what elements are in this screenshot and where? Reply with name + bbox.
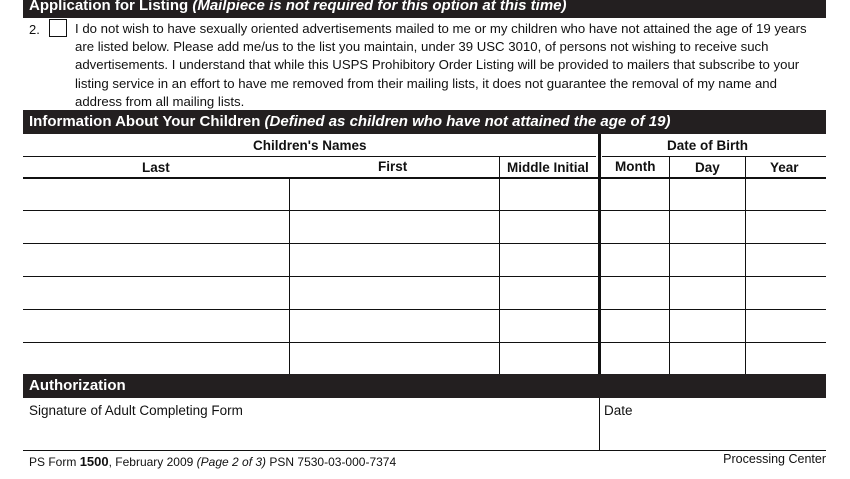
first-name-cells[interactable] bbox=[290, 179, 499, 374]
processing-center-label: Processing Center bbox=[723, 452, 826, 466]
psn-number: PSN 7530-03-000-7374 bbox=[269, 455, 397, 469]
section-subtitle: (Mailpiece is not required for this option at this time) bbox=[192, 0, 567, 14]
option-number: 2. bbox=[29, 22, 40, 37]
column-first: First bbox=[378, 159, 408, 174]
form-footer bbox=[29, 454, 396, 469]
names-group-divider bbox=[23, 156, 596, 157]
option-2-checkbox[interactable] bbox=[49, 19, 67, 37]
date-label: Date bbox=[604, 403, 633, 418]
authorization-bottom-rule bbox=[23, 450, 826, 451]
column-middle-initial: Middle Initial bbox=[507, 160, 589, 175]
section-title: Authorization bbox=[29, 377, 126, 394]
date-of-birth-header: Date of Birth bbox=[667, 138, 748, 153]
section-header-children bbox=[23, 110, 826, 134]
section-header-authorization bbox=[23, 374, 826, 398]
section-subtitle: (Defined as children who have not attained the age of 19) bbox=[264, 113, 671, 130]
day-cells[interactable] bbox=[670, 179, 745, 374]
page-indicator: (Page 2 of 3) bbox=[196, 455, 267, 469]
signature-label: Signature of Adult Completing Form bbox=[29, 403, 243, 418]
column-last: Last bbox=[142, 160, 170, 175]
section-title: Information About Your Children bbox=[29, 113, 261, 130]
option-2-text: I do not wish to have sexually oriented advertisements mailed to me or my children who have not attained the age of 19 years are listed below. Please add me/us to the list you maintain, under 39 USC 3010, of persons not wishing to receive such advertisements. I understand that while this USPS Prohibitory Order Listing will be provided to mailers that subscribe to your listing service in an effort to have me removed from their mailing lists, it does not guarantee the removal of my name and address from all mailing lists. bbox=[75, 21, 807, 109]
childrens-names-header: Children's Names bbox=[253, 138, 367, 153]
form-prefix: PS Form bbox=[29, 455, 77, 469]
column-month: Month bbox=[615, 159, 656, 174]
form-number: 1500 bbox=[79, 454, 109, 469]
column-year: Year bbox=[770, 160, 799, 175]
dob-group-divider bbox=[602, 156, 826, 157]
middle-initial-cells[interactable] bbox=[500, 179, 598, 374]
column-day: Day bbox=[695, 160, 720, 175]
section-title: Application for Listing bbox=[29, 0, 189, 14]
month-cells[interactable] bbox=[601, 179, 669, 374]
year-cells[interactable] bbox=[746, 179, 826, 374]
form-date: , February 2009 bbox=[108, 455, 194, 469]
last-name-cells[interactable] bbox=[23, 179, 289, 374]
signature-field[interactable] bbox=[23, 398, 599, 450]
signature-date-divider bbox=[599, 398, 600, 451]
date-field[interactable] bbox=[601, 398, 826, 450]
section-header-application bbox=[23, 0, 826, 18]
